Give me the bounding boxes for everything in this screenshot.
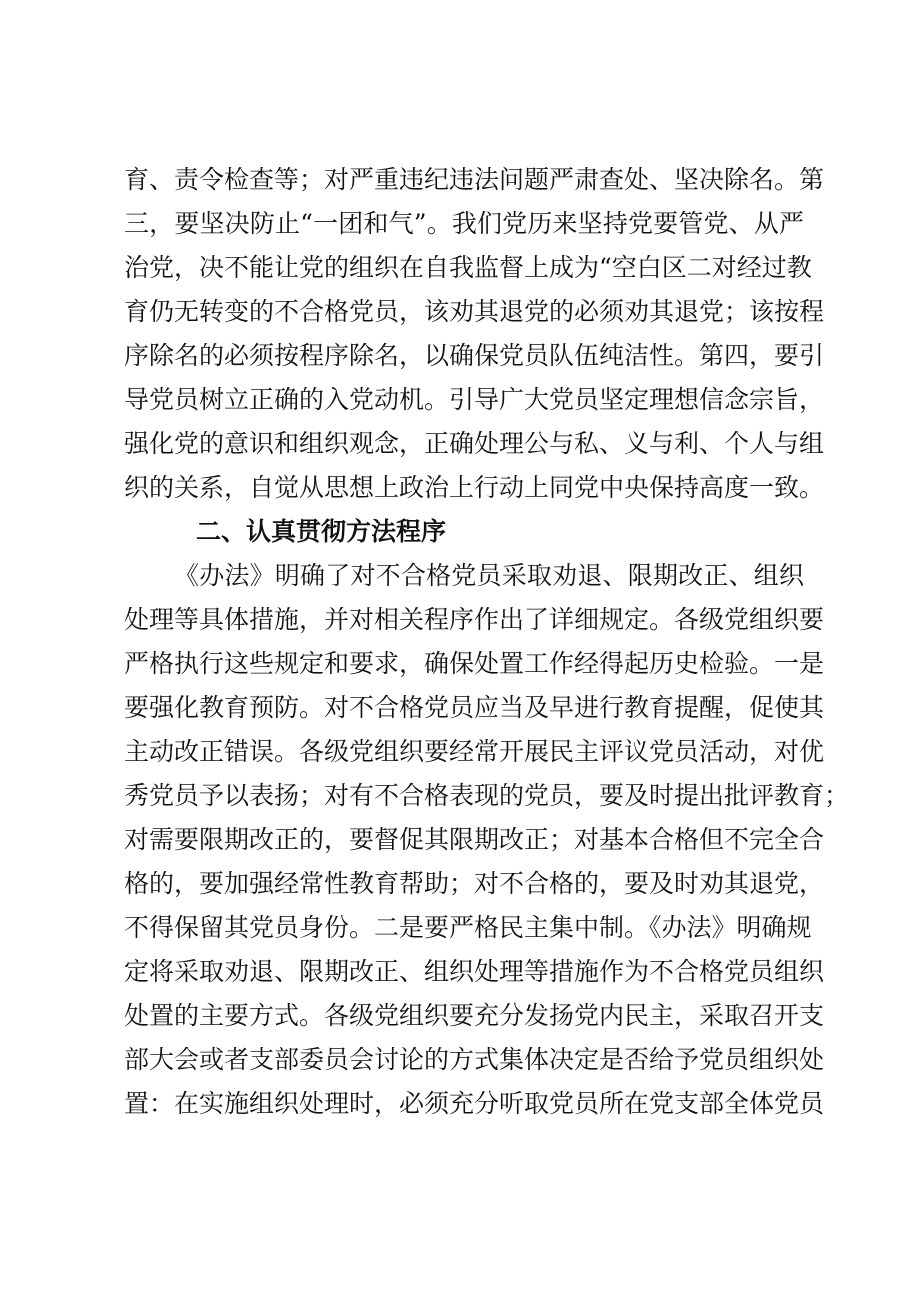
paragraph-2-line-5: 主动改正错误。各级党组织要经常开展民主评议党员活动，对优 xyxy=(124,737,825,766)
paragraph-2-line-4: 要强化教育预防。对不合格党员应当及早进行教育提醒，促使其 xyxy=(124,693,825,722)
paragraph-2-line-13: 置：在实施组织处理时，必须充分听取党员所在党支部全体党员 xyxy=(124,1089,825,1118)
paragraph-2-line-10: 定将采取劝退、限期改正、组织处理等措施作为不合格党员组织 xyxy=(124,957,825,986)
paragraph-1-line-3: 治党，决不能让党的组织在自我监督上成为“空白区二对经过教 xyxy=(124,253,812,282)
paragraph-2-line-3: 严格执行这些规定和要求，确保处置工作经得起历史检验。一是 xyxy=(124,649,825,678)
paragraph-2-line-9: 不得保留其党员身份。二是要严格民主集中制。《办法》明确规 xyxy=(124,913,812,942)
paragraph-2-line-1: 《办法》明确了对不合格党员采取劝退、限期改正、组织 xyxy=(174,561,804,590)
paragraph-1-line-2: 三，要坚决防止“一团和气”。我们党历来坚持党要管党、从严 xyxy=(124,209,804,238)
paragraph-2-line-7: 对需要限期改正的，要督促其限期改正；对基本合格但不完全合 xyxy=(124,825,825,854)
paragraph-2-line-6: 秀党员予以表扬；对有不合格表现的党员，要及时提出批评教育； xyxy=(124,781,850,810)
paragraph-2-line-12: 部大会或者支部委员会讨论的方式集体决定是否给予党员组织处 xyxy=(124,1045,825,1074)
paragraph-2-line-11: 处置的主要方式。各级党组织要充分发扬党内民主，采取召开支 xyxy=(124,1001,825,1030)
paragraph-1-line-7: 强化党的意识和组织观念，正确处理公与私、义与利、个人与组 xyxy=(124,429,825,458)
paragraph-1-line-4: 育仍无转变的不合格党员，该劝其退党的必须劝其退党；该按程 xyxy=(124,297,825,326)
paragraph-1-line-6: 导党员树立正确的入党动机。引导广大党员坚定理想信念宗旨， xyxy=(124,385,825,414)
paragraph-1-line-1: 育、责令检查等；对严重违纪违法问题严肃查处、坚决除名。第 xyxy=(124,165,825,194)
paragraph-1-line-8: 织的关系，自觉从思想上政治上行动上同党中央保持高度一致。 xyxy=(124,473,825,502)
paragraph-1-line-5: 序除名的必须按程序除名，以确保党员队伍纯洁性。第四，要引 xyxy=(124,341,825,370)
section-heading: 二、认真贯彻方法程序 xyxy=(196,517,447,546)
paragraph-2-line-2: 处理等具体措施，并对相关程序作出了详细规定。各级党组织要 xyxy=(124,605,825,634)
paragraph-2-line-8: 格的，要加强经常性教育帮助；对不合格的，要及时劝其退党， xyxy=(124,869,825,898)
